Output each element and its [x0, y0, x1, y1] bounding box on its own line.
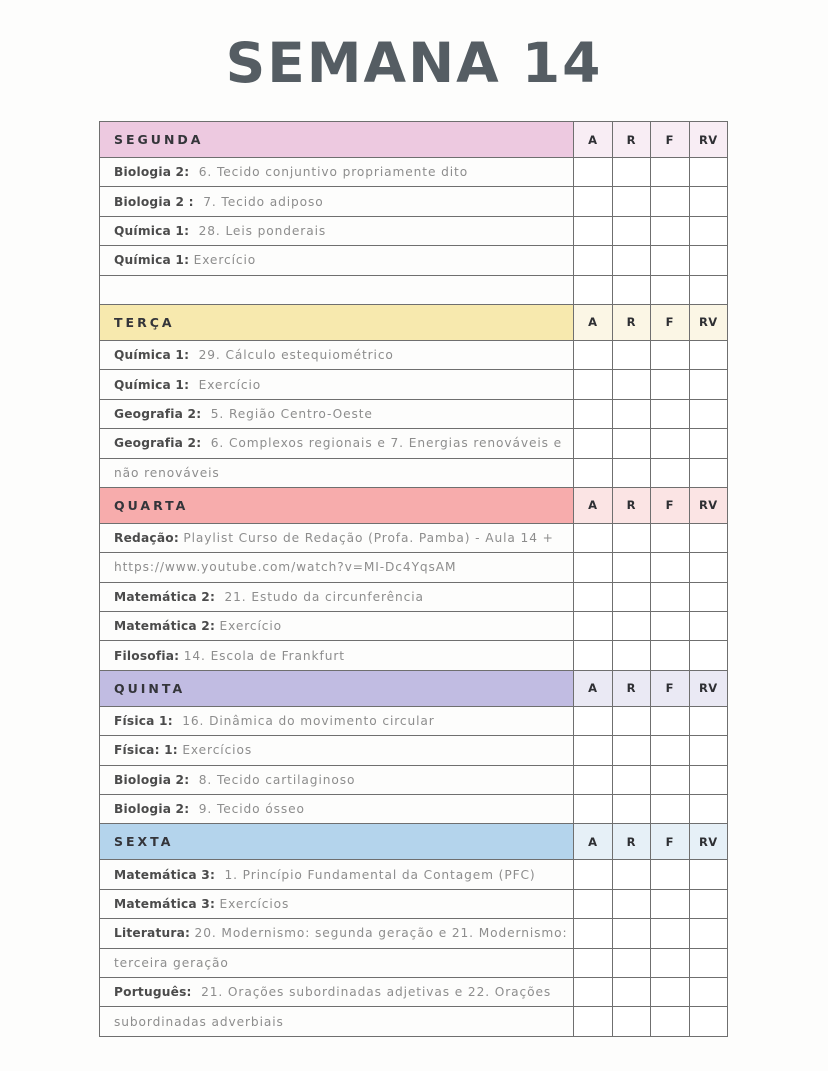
mark-column-header-f: F — [651, 304, 690, 340]
task-row — [100, 736, 728, 765]
task-detail: Exercício — [193, 253, 257, 268]
task-row — [100, 187, 728, 216]
task-cell — [100, 612, 574, 641]
mark-column-header-r: R — [612, 304, 651, 340]
empty-task-cell — [100, 275, 574, 304]
mark-checkbox-rv[interactable] — [689, 553, 728, 582]
mark-checkbox-rv[interactable] — [689, 340, 728, 369]
mark-checkbox-a[interactable] — [574, 340, 613, 369]
task-detail: Playlist Curso de Redação (Profa. Pamba) - Aula 14 + — [183, 531, 554, 546]
task-detail: 1. Princípio Fundamental da Contagem (PFC) — [224, 867, 536, 882]
task-detail: 20. Modernismo: segunda geração e 21. Modernismo: — [194, 926, 568, 941]
mark-checkbox-a[interactable] — [574, 612, 613, 641]
task-cell — [100, 216, 574, 245]
mark-column-header-f: F — [651, 487, 690, 523]
task-cell — [100, 158, 574, 187]
mark-checkbox-r[interactable] — [612, 706, 651, 735]
mark-checkbox-r[interactable] — [612, 275, 651, 304]
mark-checkbox-rv[interactable] — [689, 977, 728, 1006]
mark-checkbox-f[interactable] — [651, 612, 690, 641]
task-row — [100, 370, 728, 399]
mark-checkbox-r[interactable] — [612, 158, 651, 187]
mark-checkbox-a[interactable] — [574, 641, 613, 670]
mark-checkbox-a[interactable] — [574, 216, 613, 245]
mark-checkbox-rv[interactable] — [689, 736, 728, 765]
task-cell — [100, 736, 574, 765]
task-detail: 9. Tecido ósseo — [198, 802, 305, 817]
task-detail: 5. Região Centro-Oeste — [210, 406, 373, 421]
mark-checkbox-a[interactable] — [574, 706, 613, 735]
mark-column-header-f: F — [651, 670, 690, 706]
mark-checkbox-rv[interactable] — [689, 523, 728, 552]
mark-checkbox-r[interactable] — [612, 860, 651, 889]
mark-checkbox-f[interactable] — [651, 919, 690, 948]
task-cell — [100, 889, 574, 918]
mark-checkbox-r[interactable] — [612, 458, 651, 487]
task-subject: Geografia 2: — [114, 436, 202, 451]
task-continuation-cell — [100, 553, 574, 582]
task-detail: 28. Leis ponderais — [198, 223, 327, 238]
mark-checkbox-f[interactable] — [651, 158, 690, 187]
task-subject: Biologia 2: — [114, 772, 190, 787]
task-row — [100, 340, 728, 369]
mark-checkbox-f[interactable] — [651, 429, 690, 458]
mark-checkbox-rv[interactable] — [689, 246, 728, 275]
task-continuation-cell — [100, 458, 574, 487]
task-detail: Exercício — [219, 619, 282, 634]
mark-column-header-r: R — [612, 824, 651, 860]
task-row — [100, 1007, 728, 1036]
task-subject: Filosofia: — [114, 648, 180, 663]
task-subject: Matemática 3: — [114, 897, 216, 911]
weekly-planner-table — [99, 121, 728, 1037]
mark-checkbox-f[interactable] — [651, 275, 690, 304]
task-row — [100, 553, 728, 582]
mark-checkbox-f[interactable] — [651, 641, 690, 670]
task-subject: Biologia 2: — [114, 165, 190, 180]
task-subject: Química 1: — [114, 348, 190, 363]
task-detail: 14. Escola de Frankfurt — [183, 648, 345, 663]
day-name-label: QUARTA — [100, 487, 574, 523]
task-cell — [100, 370, 574, 399]
task-continuation-text: terceira geração — [114, 955, 229, 970]
mark-checkbox-rv[interactable] — [689, 399, 728, 428]
mark-checkbox-r[interactable] — [612, 370, 651, 399]
mark-checkbox-r[interactable] — [612, 429, 651, 458]
mark-checkbox-rv[interactable] — [689, 706, 728, 735]
mark-checkbox-a[interactable] — [574, 523, 613, 552]
mark-checkbox-r[interactable] — [612, 523, 651, 552]
mark-checkbox-rv[interactable] — [689, 948, 728, 977]
mark-checkbox-r[interactable] — [612, 340, 651, 369]
mark-checkbox-a[interactable] — [574, 889, 613, 918]
mark-checkbox-a[interactable] — [574, 765, 613, 794]
task-subject: Português: — [114, 985, 192, 1000]
task-cell — [100, 977, 574, 1006]
mark-checkbox-f[interactable] — [651, 370, 690, 399]
day-name-label: SEGUNDA — [100, 122, 574, 158]
task-subject: Química 1: — [114, 377, 190, 392]
mark-column-header-rv: RV — [689, 487, 728, 523]
task-subject: Biologia 2: — [114, 802, 190, 817]
task-row — [100, 399, 728, 428]
mark-checkbox-r[interactable] — [612, 582, 651, 611]
task-detail: Exercícios — [219, 897, 290, 911]
mark-checkbox-f[interactable] — [651, 340, 690, 369]
mark-checkbox-a[interactable] — [574, 977, 613, 1006]
task-row — [100, 860, 728, 889]
mark-checkbox-r[interactable] — [612, 736, 651, 765]
mark-checkbox-a[interactable] — [574, 1007, 613, 1036]
task-cell — [100, 399, 574, 428]
mark-column-header-rv: RV — [689, 304, 728, 340]
mark-checkbox-rv[interactable] — [689, 1007, 728, 1036]
task-continuation-text: https://www.youtube.com/watch?v=MI-Dc4YqsAM — [114, 560, 457, 575]
mark-checkbox-a[interactable] — [574, 860, 613, 889]
mark-checkbox-a[interactable] — [574, 795, 613, 824]
task-row — [100, 158, 728, 187]
mark-checkbox-rv[interactable] — [689, 158, 728, 187]
task-cell — [100, 429, 574, 458]
task-row — [100, 582, 728, 611]
task-subject: Geografia 2: — [114, 406, 202, 421]
task-detail: 7. Tecido adiposo — [203, 194, 324, 209]
task-row — [100, 458, 728, 487]
mark-checkbox-f[interactable] — [651, 889, 690, 918]
day-header-row-terça — [100, 304, 728, 340]
task-continuation-text: subordinadas adverbiais — [114, 1014, 284, 1029]
task-row — [100, 919, 728, 948]
mark-checkbox-rv[interactable] — [689, 275, 728, 304]
task-cell — [100, 187, 574, 216]
mark-column-header-a: A — [574, 824, 613, 860]
task-cell — [100, 340, 574, 369]
task-subject: Matemática 2: — [114, 589, 216, 604]
mark-column-header-rv: RV — [689, 824, 728, 860]
mark-checkbox-f[interactable] — [651, 706, 690, 735]
mark-checkbox-rv[interactable] — [689, 641, 728, 670]
task-subject: Literatura: — [114, 926, 191, 941]
day-header-row-sexta — [100, 824, 728, 860]
task-subject: Química 1: — [114, 223, 190, 238]
mark-checkbox-r[interactable] — [612, 765, 651, 794]
mark-checkbox-a[interactable] — [574, 370, 613, 399]
task-subject: Redação: — [114, 531, 179, 546]
mark-checkbox-f[interactable] — [651, 246, 690, 275]
mark-column-header-r: R — [612, 670, 651, 706]
empty-row — [100, 275, 728, 304]
task-row — [100, 706, 728, 735]
mark-checkbox-a[interactable] — [574, 158, 613, 187]
task-continuation-cell — [100, 948, 574, 977]
task-cell — [100, 641, 574, 670]
mark-checkbox-f[interactable] — [651, 187, 690, 216]
mark-checkbox-a[interactable] — [574, 553, 613, 582]
mark-column-header-a: A — [574, 670, 613, 706]
task-subject: Matemática 2: — [114, 619, 216, 634]
task-row — [100, 765, 728, 794]
task-detail: Exercício — [198, 377, 262, 392]
mark-checkbox-rv[interactable] — [689, 370, 728, 399]
task-subject: Biologia 2 : — [114, 194, 194, 209]
mark-checkbox-f[interactable] — [651, 736, 690, 765]
mark-checkbox-f[interactable] — [651, 582, 690, 611]
mark-checkbox-r[interactable] — [612, 612, 651, 641]
day-header-row-segunda — [100, 122, 728, 158]
mark-checkbox-r[interactable] — [612, 216, 651, 245]
mark-checkbox-rv[interactable] — [689, 765, 728, 794]
task-cell — [100, 795, 574, 824]
mark-checkbox-r[interactable] — [612, 919, 651, 948]
mark-checkbox-f[interactable] — [651, 795, 690, 824]
task-cell — [100, 706, 574, 735]
mark-column-header-f: F — [651, 824, 690, 860]
task-detail: 21. Estudo da circunferência — [224, 589, 424, 604]
mark-checkbox-r[interactable] — [612, 187, 651, 216]
task-detail: 6. Complexos regionais e 7. Energias renováveis e — [210, 436, 563, 451]
mark-checkbox-r[interactable] — [612, 553, 651, 582]
mark-checkbox-a[interactable] — [574, 429, 613, 458]
mark-checkbox-r[interactable] — [612, 889, 651, 918]
mark-checkbox-f[interactable] — [651, 765, 690, 794]
task-row — [100, 216, 728, 245]
day-name-label: QUINTA — [100, 670, 574, 706]
mark-checkbox-rv[interactable] — [689, 919, 728, 948]
mark-column-header-a: A — [574, 304, 613, 340]
mark-column-header-a: A — [574, 487, 613, 523]
mark-checkbox-rv[interactable] — [689, 216, 728, 245]
mark-checkbox-a[interactable] — [574, 187, 613, 216]
mark-checkbox-rv[interactable] — [689, 429, 728, 458]
mark-checkbox-f[interactable] — [651, 1007, 690, 1036]
task-detail: Exercícios — [182, 743, 253, 758]
mark-checkbox-rv[interactable] — [689, 860, 728, 889]
mark-checkbox-r[interactable] — [612, 641, 651, 670]
mark-checkbox-f[interactable] — [651, 458, 690, 487]
mark-checkbox-f[interactable] — [651, 523, 690, 552]
task-row — [100, 977, 728, 1006]
page-title: SEMANA 14 — [225, 31, 603, 95]
mark-checkbox-f[interactable] — [651, 216, 690, 245]
mark-column-header-f: F — [651, 122, 690, 158]
task-cell — [100, 523, 574, 552]
task-row — [100, 429, 728, 458]
mark-checkbox-rv[interactable] — [689, 889, 728, 918]
day-name-label: TERÇA — [100, 304, 574, 340]
mark-column-header-rv: RV — [689, 670, 728, 706]
mark-checkbox-a[interactable] — [574, 919, 613, 948]
mark-checkbox-f[interactable] — [651, 399, 690, 428]
mark-checkbox-a[interactable] — [574, 582, 613, 611]
task-subject: Química 1: — [114, 253, 190, 268]
mark-checkbox-a[interactable] — [574, 275, 613, 304]
mark-checkbox-rv[interactable] — [689, 187, 728, 216]
mark-checkbox-r[interactable] — [612, 948, 651, 977]
mark-checkbox-r[interactable] — [612, 977, 651, 1006]
mark-checkbox-rv[interactable] — [689, 795, 728, 824]
task-cell — [100, 246, 574, 275]
mark-checkbox-f[interactable] — [651, 977, 690, 1006]
task-cell — [100, 919, 574, 948]
day-header-row-quarta — [100, 487, 728, 523]
task-subject: Matemática 3: — [114, 867, 216, 882]
mark-column-header-a: A — [574, 122, 613, 158]
task-row — [100, 641, 728, 670]
mark-checkbox-a[interactable] — [574, 458, 613, 487]
task-row — [100, 795, 728, 824]
task-subject: Física 1: — [114, 714, 173, 729]
mark-checkbox-f[interactable] — [651, 553, 690, 582]
task-row — [100, 612, 728, 641]
mark-checkbox-rv[interactable] — [689, 458, 728, 487]
mark-checkbox-r[interactable] — [612, 246, 651, 275]
task-detail: 29. Cálculo estequiométrico — [198, 348, 394, 363]
mark-checkbox-a[interactable] — [574, 246, 613, 275]
task-detail: 16. Dinâmica do movimento circular — [182, 714, 435, 729]
task-subject: Física: 1: — [114, 743, 178, 758]
mark-checkbox-rv[interactable] — [689, 582, 728, 611]
task-cell — [100, 582, 574, 611]
task-detail: 8. Tecido cartilaginoso — [198, 772, 356, 787]
task-cell — [100, 765, 574, 794]
task-cell — [100, 860, 574, 889]
mark-checkbox-a[interactable] — [574, 948, 613, 977]
mark-checkbox-r[interactable] — [612, 1007, 651, 1036]
mark-checkbox-a[interactable] — [574, 736, 613, 765]
mark-checkbox-f[interactable] — [651, 948, 690, 977]
mark-checkbox-r[interactable] — [612, 795, 651, 824]
task-row — [100, 889, 728, 918]
day-name-label: SEXTA — [100, 824, 574, 860]
mark-checkbox-r[interactable] — [612, 399, 651, 428]
task-detail: 21. Orações subordinadas adjetivas e 22. Orações — [201, 985, 552, 1000]
task-detail: 6. Tecido conjuntivo propriamente dito — [198, 165, 469, 180]
task-row — [100, 948, 728, 977]
mark-column-header-r: R — [612, 487, 651, 523]
task-continuation-cell — [100, 1007, 574, 1036]
mark-checkbox-f[interactable] — [651, 860, 690, 889]
day-header-row-quinta — [100, 670, 728, 706]
task-row — [100, 523, 728, 552]
mark-checkbox-a[interactable] — [574, 399, 613, 428]
task-continuation-text: não renováveis — [114, 465, 220, 480]
mark-column-header-rv: RV — [689, 122, 728, 158]
task-row — [100, 246, 728, 275]
mark-checkbox-rv[interactable] — [689, 612, 728, 641]
mark-column-header-r: R — [612, 122, 651, 158]
